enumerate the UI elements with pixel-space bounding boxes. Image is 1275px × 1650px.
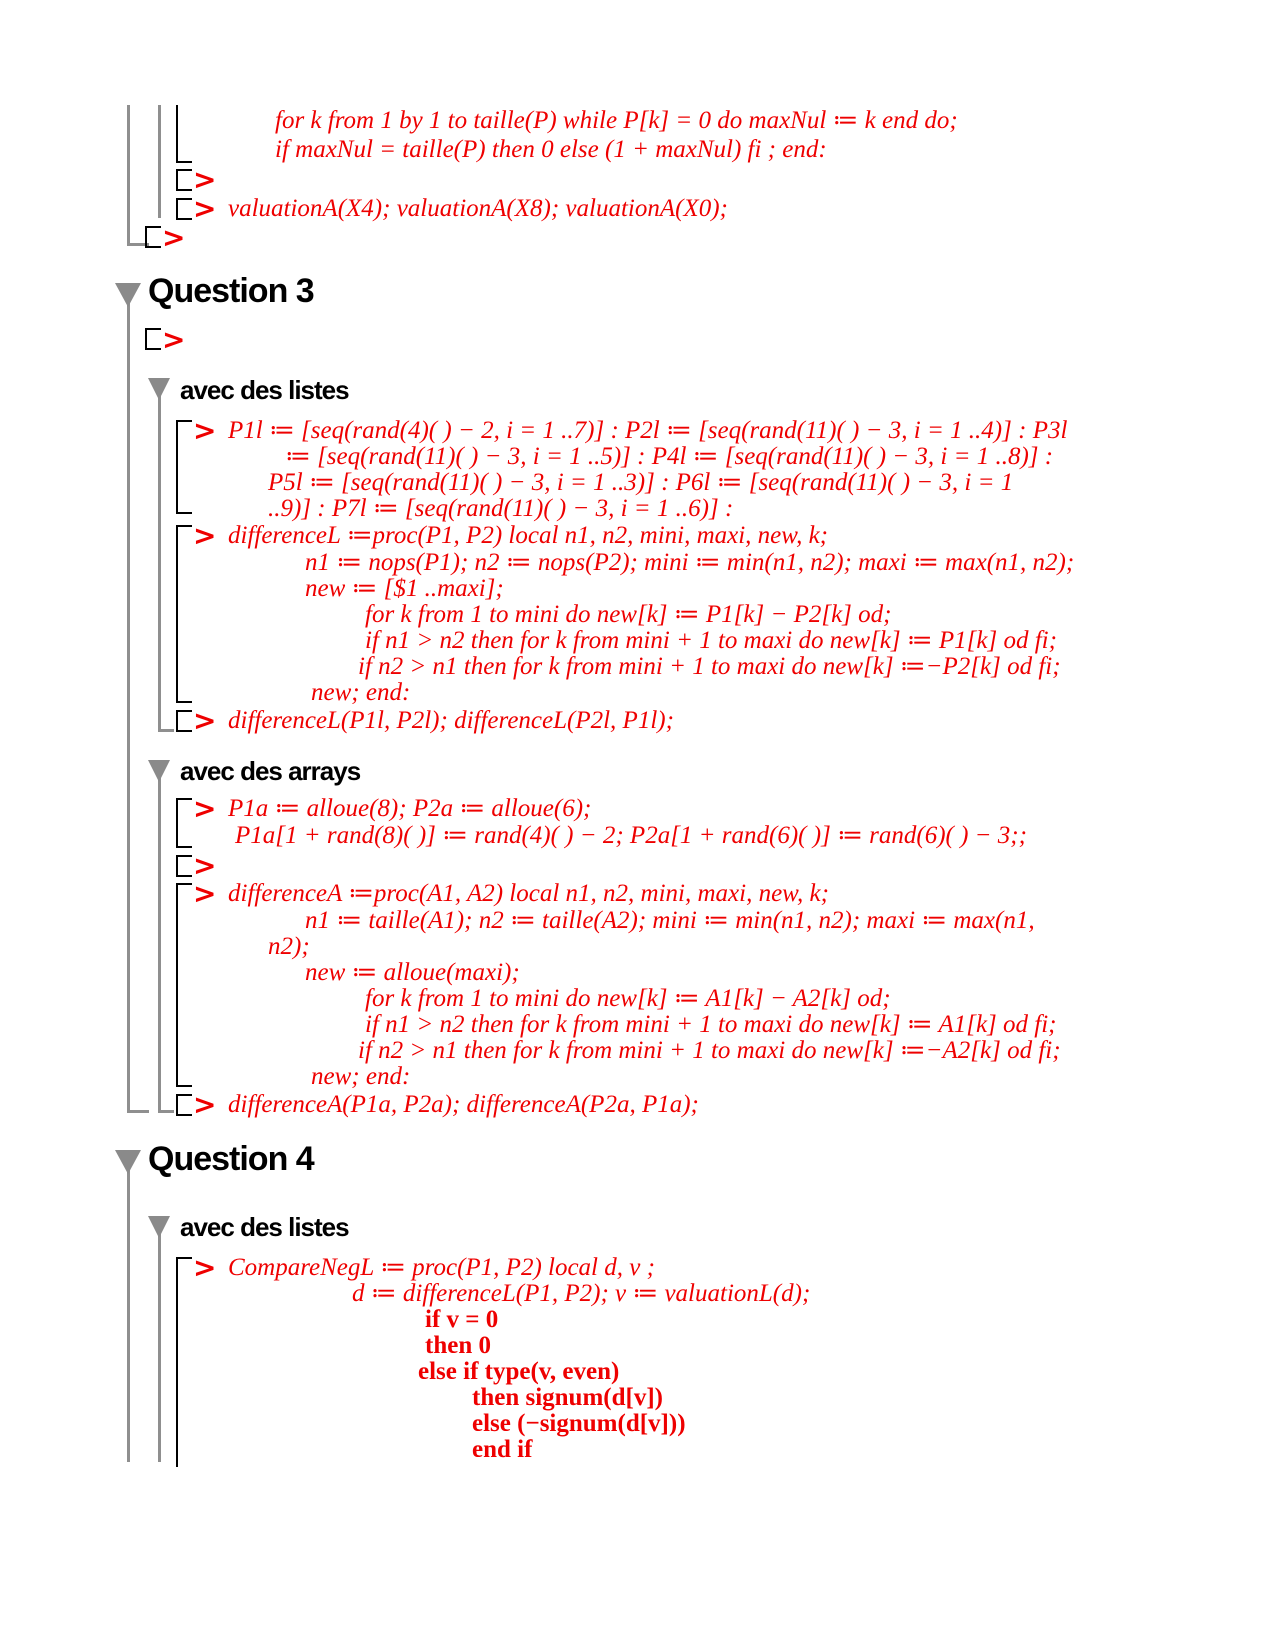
group-bracket	[145, 328, 161, 350]
group-bracket	[176, 525, 192, 703]
section-title: Question 3	[148, 272, 314, 310]
prompt-symbol[interactable]: >	[193, 414, 217, 447]
prompt-symbol[interactable]: >	[193, 163, 217, 196]
collapse-triangle-icon[interactable]	[148, 378, 170, 400]
group-bracket	[176, 1094, 192, 1116]
section-rule	[158, 105, 161, 218]
code-line[interactable]: P1a[1 + rand(8)( )] ≔ rand(4)( ) − 2; P2a[1 + rand(6)( )] ≔ rand(6)( ) − 3;;	[235, 822, 1027, 849]
group-bracket	[176, 855, 192, 877]
code-line[interactable]: ..9)] : P7l ≔ [seq(rand(11)( ) − 3, i = 1 ..6)] :	[268, 495, 734, 522]
prompt-symbol[interactable]: >	[193, 877, 217, 910]
code-line[interactable]: for k from 1 by 1 to taille(P) while P[k] = 0 do maxNul ≔ k end do;	[275, 107, 958, 134]
code-line[interactable]: if maxNul = taille(P) then 0 else (1 + maxNul) fi ; end:	[275, 136, 827, 163]
section-rule	[158, 777, 161, 1112]
code-line[interactable]: for k from 1 to mini do new[k] ≔ A1[k] − A2[k] od;	[365, 985, 891, 1012]
code-line[interactable]: else (−signum(d[v]))	[472, 1410, 686, 1437]
section-rule	[127, 300, 130, 1112]
section-rule	[158, 1232, 161, 1462]
code-line[interactable]: d ≔ differenceL(P1, P2); v ≔ valuationL(d);	[352, 1280, 811, 1307]
code-line[interactable]: for k from 1 to mini do new[k] ≔ P1[k] − P2[k] od;	[365, 601, 892, 628]
code-line[interactable]: then 0	[425, 1332, 491, 1359]
subsection-title: avec des arrays	[180, 756, 361, 786]
section-rule	[127, 1167, 130, 1462]
subsection-title: avec des listes	[180, 1212, 349, 1242]
section-rule	[158, 1110, 174, 1113]
collapse-triangle-icon[interactable]	[148, 1216, 170, 1238]
code-line[interactable]: n1 ≔ taille(A1); n2 ≔ taille(A2); mini ≔ min(n1, n2); maxi ≔ max(n1,	[305, 907, 1035, 934]
code-line[interactable]: then signum(d[v])	[472, 1384, 663, 1411]
code-line[interactable]: if n2 > n1 then for k from mini + 1 to maxi do new[k] ≔−A2[k] od fi;	[358, 1037, 1061, 1064]
prompt-symbol[interactable]: >	[193, 192, 217, 225]
group-bracket	[176, 169, 192, 191]
code-line[interactable]: n2);	[268, 933, 310, 960]
prompt-symbol[interactable]: >	[162, 323, 186, 356]
prompt-symbol[interactable]: >	[193, 519, 217, 552]
code-line[interactable]: else if type(v, even)	[418, 1358, 620, 1385]
prompt-symbol[interactable]: >	[193, 704, 217, 737]
group-bracket	[176, 710, 192, 732]
code-line[interactable]: new ≔ alloue(maxi);	[305, 959, 520, 986]
code-line[interactable]: if n2 > n1 then for k from mini + 1 to maxi do new[k] ≔−P2[k] od fi;	[358, 653, 1061, 680]
collapse-triangle-icon[interactable]	[115, 1150, 141, 1174]
section-title: Question 4	[148, 1140, 314, 1178]
collapse-triangle-icon[interactable]	[115, 283, 141, 307]
code-line[interactable]: if n1 > n2 then for k from mini + 1 to maxi do new[k] ≔ P1[k] od fi;	[365, 627, 1057, 654]
code-line[interactable]: new; end:	[311, 679, 411, 706]
prompt-symbol[interactable]: >	[162, 221, 186, 254]
prompt-symbol[interactable]: >	[193, 792, 217, 825]
code-line[interactable]: differenceA(P1a, P2a); differenceA(P2a, P1a);	[228, 1091, 699, 1118]
code-line[interactable]: if v = 0	[425, 1306, 499, 1333]
group-bracket	[176, 798, 192, 848]
code-line[interactable]: if n1 > n2 then for k from mini + 1 to maxi do new[k] ≔ A1[k] od fi;	[365, 1011, 1057, 1038]
group-bracket	[176, 420, 192, 514]
code-line[interactable]: end if	[472, 1436, 533, 1463]
code-line[interactable]: P1a ≔ alloue(8); P2a ≔ alloue(6);	[228, 795, 592, 822]
section-rule	[158, 729, 174, 732]
group-bracket	[176, 1257, 192, 1467]
section-rule	[127, 1110, 149, 1113]
group-bracket	[145, 226, 161, 248]
code-line[interactable]: valuationA(X4); valuationA(X8); valuationA(X0);	[228, 195, 728, 222]
code-line[interactable]: differenceA ≔proc(A1, A2) local n1, n2, mini, maxi, new, k;	[228, 880, 829, 907]
code-line[interactable]: P5l ≔ [seq(rand(11)( ) − 3, i = 1 ..3)] : P6l ≔ [seq(rand(11)( ) − 3, i = 1	[268, 469, 1014, 496]
section-rule	[127, 105, 130, 243]
group-bracket	[176, 883, 192, 1087]
code-line[interactable]: differenceL ≔proc(P1, P2) local n1, n2, mini, maxi, new, k;	[228, 522, 829, 549]
prompt-symbol[interactable]: >	[193, 849, 217, 882]
code-line[interactable]: new; end:	[311, 1063, 411, 1090]
group-bracket	[176, 198, 192, 220]
code-line[interactable]: new ≔ [$1 ..maxi];	[305, 575, 504, 602]
code-line[interactable]: differenceL(P1l, P2l); differenceL(P2l, P1l);	[228, 707, 674, 734]
subsection-title: avec des listes	[180, 375, 349, 405]
code-line[interactable]: ≔ [seq(rand(11)( ) − 3, i = 1 ..5)] : P4l ≔ [seq(rand(11)( ) − 3, i = 1 ..8)] :	[285, 443, 1054, 470]
code-line[interactable]: CompareNegL ≔ proc(P1, P2) local d, v ;	[228, 1254, 655, 1281]
group-bracket	[176, 105, 192, 163]
prompt-symbol[interactable]: >	[193, 1088, 217, 1121]
prompt-symbol[interactable]: >	[193, 1251, 217, 1284]
collapse-triangle-icon[interactable]	[148, 760, 170, 782]
code-line[interactable]: n1 ≔ nops(P1); n2 ≔ nops(P2); mini ≔ min(n1, n2); maxi ≔ max(n1, n2);	[305, 549, 1075, 576]
code-line[interactable]: P1l ≔ [seq(rand(4)( ) − 2, i = 1 ..7)] : P2l ≔ [seq(rand(11)( ) − 3, i = 1 ..4)] : P3l	[228, 417, 1068, 444]
section-rule	[158, 395, 161, 730]
